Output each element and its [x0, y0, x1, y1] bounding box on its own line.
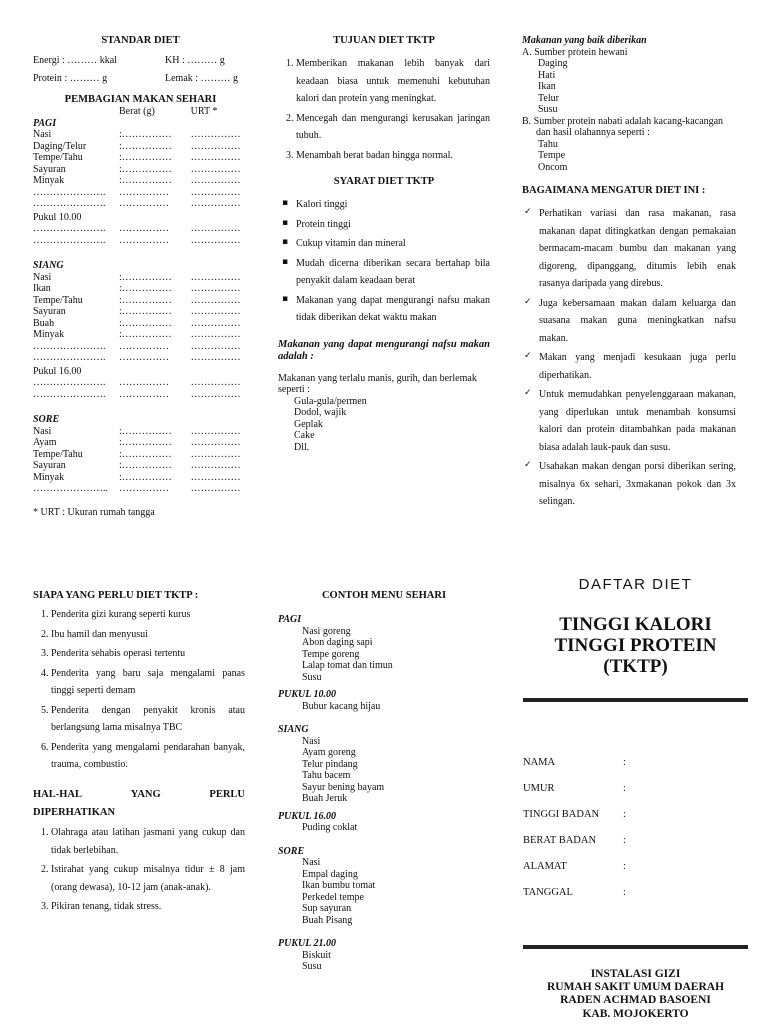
- baik-a-items: [522, 58, 736, 116]
- diet-item-urt: ……………: [190, 437, 241, 449]
- list-item: Abon daging sapi: [302, 637, 373, 649]
- list-item: ▪ Cukup vitamin dan mineral: [296, 235, 490, 253]
- pagi-label: PAGI: [33, 117, 57, 129]
- diet-row: [33, 164, 248, 176]
- diet-item-name: Minyak: [33, 471, 65, 483]
- patient-form: [523, 757, 748, 913]
- pagi-rows: [33, 129, 248, 210]
- lemak-field: Lemak : ……… g: [165, 72, 239, 84]
- tujuan-title: TUJUAN DIET TKTP: [333, 35, 435, 46]
- diet-row: [33, 295, 248, 307]
- nafsu-items: [278, 396, 490, 454]
- diet-item-urt: ……………: [190, 388, 241, 400]
- menu-title: CONTOH MENU SEHARI: [321, 590, 447, 601]
- diet-row: [33, 472, 248, 484]
- hal-title-line2: DIPERHATIKAN: [33, 806, 116, 818]
- diet-row: [33, 352, 248, 364]
- diet-row: [33, 460, 248, 472]
- list-item: Ikan: [538, 81, 556, 92]
- list-item: Dll.: [294, 441, 310, 453]
- list-item: ▪ Mudah dicerna diberikan secara bertahap bila penyakit dalam keadaan berat: [296, 255, 490, 290]
- list-item: Biskuit: [302, 949, 331, 961]
- diet-item-berat: ……………: [119, 198, 169, 210]
- diet-row: [33, 198, 248, 210]
- list-item: Sayur bening bayam: [302, 781, 385, 793]
- menu-p10-items: [278, 701, 490, 713]
- list-item: Oncom: [538, 161, 568, 173]
- menu-p10-label: PUKUL 10.00: [278, 689, 336, 701]
- list-item: 2. Istirahat yang cukup misalnya tidur ± 8 jam (orang dewasa), 10-12 jam (anak-anak).: [51, 861, 245, 896]
- tujuan-list: [278, 55, 490, 164]
- mengatur-title: BAGAIMANA MENGATUR DIET INI :: [522, 185, 706, 196]
- diet-item-berat: :……………: [119, 448, 172, 460]
- hal-title-word-3: PERLU: [209, 788, 245, 800]
- form-colon: :: [623, 783, 626, 795]
- daftar-diet-title: DAFTAR DIET: [578, 576, 693, 593]
- diet-item-name: ………………….: [33, 234, 106, 246]
- diet-item-name: Nasi: [33, 129, 52, 141]
- form-label: ALAMAT: [523, 861, 567, 873]
- list-item: 6. Penderita yang mengalami pendarahan banyak, trauma, combustio.: [51, 739, 245, 774]
- diet-row: [33, 449, 248, 461]
- list-item: Susu: [302, 671, 322, 683]
- diet-row: [33, 129, 248, 141]
- form-label: UMUR: [523, 783, 555, 795]
- diet-row: [33, 377, 248, 389]
- list-item: Ikan bumbu tomat: [302, 880, 376, 892]
- list-item: Telur pindang: [302, 758, 358, 770]
- syarat-title: SYARAT DIET TKTP: [333, 176, 435, 188]
- cover-line-1: TINGGI KALORI: [559, 614, 712, 636]
- list-item: 5. Penderita dengan penyakit kronis atau berlangsung lama misalnya TBC: [51, 702, 245, 737]
- diet-item-berat: :……………: [119, 283, 172, 295]
- diet-item-berat: :……………: [119, 271, 172, 283]
- list-item: Susu: [538, 104, 558, 115]
- diet-row: [33, 235, 248, 247]
- menu-p21-items: [278, 950, 490, 973]
- list-item: Puding coklat: [302, 822, 358, 834]
- urt-note: * URT : Ukuran rumah tangga: [33, 506, 155, 518]
- diet-item-berat: :……………: [119, 175, 172, 187]
- form-label: BERAT BADAN: [523, 835, 597, 847]
- diet-item-urt: ……………: [190, 186, 241, 198]
- list-item: 2. Ibu hamil dan menyusui: [51, 626, 245, 644]
- inst-line-3: RADEN ACHMAD BASOENI: [560, 994, 711, 1007]
- mengatur-list: [522, 205, 736, 511]
- pembagian-title: PEMBAGIAN MAKAN SEHARI: [64, 94, 217, 106]
- standar-diet-section: [33, 35, 248, 518]
- diet-row: [33, 283, 248, 295]
- diet-row: [33, 175, 248, 187]
- diet-item-urt: ……………: [190, 234, 241, 246]
- list-item: Tempe: [538, 150, 566, 161]
- menu-p16-label: PUKUL 16.00: [278, 810, 336, 822]
- pukul16-label: Pukul 16.00: [33, 365, 82, 377]
- cover-line-2: TINGGI PROTEIN: [554, 635, 717, 657]
- header-spacer: [33, 106, 119, 118]
- sore-label: SORE: [33, 414, 60, 426]
- diet-item-berat: ……………: [119, 388, 169, 400]
- list-item: 2. Mencegah dan mengurangi kerusakan jaringan tubuh.: [296, 110, 490, 145]
- diet-item-berat: :……………: [119, 425, 172, 437]
- diet-item-urt: ……………: [190, 471, 241, 483]
- cover-divider-top: [523, 698, 748, 702]
- hal-list: [33, 824, 245, 916]
- menu-pagi-items: [278, 626, 490, 684]
- pukul16-rows: [33, 377, 248, 400]
- diet-item-berat: :……………: [119, 329, 172, 341]
- diet-row: [33, 389, 248, 401]
- col-urt: URT *: [190, 106, 218, 118]
- siapa-list: [33, 606, 245, 774]
- diet-item-urt: ……………: [190, 340, 241, 352]
- list-item: Nasi: [302, 735, 321, 747]
- diet-row: [33, 306, 248, 318]
- protein-field: Protein : ……… g: [33, 72, 108, 84]
- menu-sore-items: [278, 857, 490, 926]
- diet-item-urt: ……………: [190, 294, 241, 306]
- diet-item-name: Tempe/Tahu: [33, 152, 83, 164]
- list-item: ▪ Makanan yang dapat mengurangi nafsu makan tidak diberikan dekat waktu makan: [296, 292, 490, 327]
- diet-row: [33, 318, 248, 330]
- list-item: 3. Penderita sehabis operasi tertentu: [51, 645, 245, 663]
- list-item: Buah Pisang: [302, 914, 353, 926]
- diet-item-name: …………………..: [33, 483, 108, 495]
- col-berat: Berat (g): [119, 106, 155, 118]
- list-item: Tempe goreng: [302, 648, 360, 660]
- inst-line-2: RUMAH SAKIT UMUM DAERAH: [546, 981, 725, 994]
- list-item: ▪ Protein tinggi: [296, 216, 490, 234]
- list-item: Lalap tomat dan timun: [302, 660, 393, 672]
- nafsu-title: Makanan yang dapat mengurangi nafsu makan adalah :: [278, 338, 490, 362]
- list-item: ✓ Usahakan makan dengan porsi diberikan sering, misalnya 6x sehari, 3xmakanan pokok dan 3x selingan.: [539, 458, 736, 511]
- form-label: TINGGI BADAN: [523, 809, 600, 821]
- form-colon: :: [623, 757, 626, 768]
- diet-item-name: Sayuran: [33, 163, 66, 175]
- diet-item-berat: :……………: [119, 306, 172, 318]
- form-colon: :: [623, 861, 626, 873]
- siapa-title: SIAPA YANG PERLU DIET TKTP :: [33, 590, 199, 601]
- form-row: [523, 809, 748, 821]
- diet-item-urt: ……………: [190, 152, 241, 164]
- diet-item-name: Tempe/Tahu: [33, 294, 83, 306]
- list-item: Tahu bacem: [302, 770, 351, 782]
- form-row: [523, 835, 748, 847]
- diet-item-name: ………………….: [33, 186, 106, 198]
- nafsu-intro: Makanan yang terlalu manis, gurih, dan berlemak seperti :: [278, 372, 477, 396]
- diet-row: [33, 272, 248, 284]
- diet-item-urt: ……………: [190, 175, 241, 187]
- diet-item-urt: ……………: [190, 425, 241, 437]
- hal-title-line1: [33, 786, 245, 804]
- form-label: NAMA: [523, 757, 556, 768]
- kh-field: KH : ……… g: [165, 55, 225, 67]
- diet-item-berat: :……………: [119, 140, 172, 152]
- baik-b-items: [522, 139, 736, 174]
- siang-label: SIANG: [33, 260, 64, 272]
- diet-item-name: Buah: [33, 317, 55, 329]
- diet-row: [33, 223, 248, 235]
- diet-item-urt: ……………: [190, 223, 241, 235]
- tujuan-syarat-section: [278, 35, 490, 453]
- form-colon: :: [623, 835, 626, 847]
- diet-item-urt: ……………: [190, 271, 241, 283]
- diet-item-berat: :……………: [119, 294, 172, 306]
- diet-item-urt: ……………: [190, 198, 241, 210]
- diet-item-name: Tempe/Tahu: [33, 448, 83, 460]
- list-item: Bubur kacang hijau: [302, 700, 381, 712]
- form-row: [523, 887, 748, 899]
- list-item: Nasi: [302, 857, 321, 869]
- pukul10-label: Pukul 10.00: [33, 211, 82, 223]
- list-item: ✓ Untuk memudahkan penyelenggaraan makanan, yang diperlukan untuk menambah konsumsi kalori dan protein ditambahkan pada makanan biasa adalah lauk-pauk dan susu.: [539, 386, 736, 456]
- diet-item-berat: ……………: [119, 352, 169, 364]
- diet-row: [33, 483, 248, 495]
- standar-row-1: [33, 55, 248, 67]
- list-item: Empal daging: [302, 868, 358, 880]
- diet-item-urt: ……………: [190, 377, 241, 389]
- diet-item-urt: ……………: [190, 483, 241, 495]
- institution-block: [523, 968, 748, 1021]
- pukul10-rows: [33, 223, 248, 246]
- menu-p16-items: [278, 822, 490, 834]
- diet-item-urt: ……………: [190, 448, 241, 460]
- list-item: 1. Memberikan makanan lebih banyak dari keadaan biasa untuk memenuhi kebutuhan kalori dan protein yang meningkat.: [296, 55, 490, 108]
- hal-title-word-2: YANG: [130, 788, 161, 800]
- list-item: Nasi goreng: [302, 625, 351, 637]
- diet-item-urt: ……………: [190, 163, 241, 175]
- diet-item-urt: ……………: [190, 129, 241, 141]
- list-item: Ayam goreng: [302, 747, 356, 759]
- siang-rows: [33, 272, 248, 364]
- menu-p21-label: PUKUL 21.00: [278, 938, 336, 950]
- syarat-list: [278, 196, 490, 327]
- diet-item-name: ………………….: [33, 377, 106, 389]
- baik-a-label: A. Sumber protein hewani: [522, 46, 628, 58]
- diet-item-berat: ……………: [119, 186, 169, 198]
- list-item: Perkedel tempe: [302, 891, 364, 903]
- baik-title: Makanan yang baik diberikan: [522, 35, 647, 46]
- baik-b-label: B. Sumber protein nabati adalah kacang-kacangan dan hasil olahannya seperti :: [522, 115, 724, 138]
- menu-siang-items: [278, 736, 490, 805]
- diet-item-urt: ……………: [190, 317, 241, 329]
- diet-row: [33, 426, 248, 438]
- diet-item-name: Minyak: [33, 175, 65, 187]
- form-row: [523, 757, 748, 769]
- diet-item-berat: :……………: [119, 129, 172, 141]
- list-item: ✓ Makan yang menjadi kesukaan juga perlu diperhatikan.: [539, 349, 736, 384]
- diet-item-urt: ……………: [190, 283, 241, 295]
- list-item: ✓ Perhatikan variasi dan rasa makanan, rasa makanan dapat ditingkatkan dengan pemakaian bermacam-macam bumbu dan makanan yang digoreng, dipanggang, ditumis lebih enak rasanya daripada yang direbus.: [539, 205, 736, 293]
- hal-title-word-1: HAL-HAL: [33, 788, 83, 800]
- pembagian-header: [33, 106, 248, 118]
- diet-item-name: ………………….: [33, 198, 106, 210]
- list-item: Buah Jeruk: [302, 793, 348, 805]
- form-colon: :: [623, 809, 626, 821]
- list-item: 3. Pikiran tenang, tidak stress.: [51, 898, 245, 916]
- diet-row: [33, 187, 248, 199]
- standar-diet-title: STANDAR DIET: [101, 35, 180, 46]
- diet-row: [33, 141, 248, 153]
- list-item: 3. Menambah berat badan hingga normal.: [296, 147, 490, 165]
- diet-row: [33, 341, 248, 353]
- diet-item-berat: :……………: [119, 471, 172, 483]
- diet-item-berat: :……………: [119, 437, 172, 449]
- diet-row: [33, 437, 248, 449]
- diet-item-berat: :……………: [119, 317, 172, 329]
- menu-pagi-label: PAGI: [278, 614, 302, 626]
- list-item: Cake: [294, 430, 315, 442]
- diet-item-berat: ……………: [119, 340, 169, 352]
- diet-item-name: Sayuran: [33, 460, 66, 472]
- diet-item-urt: ……………: [190, 352, 241, 364]
- list-item: Gula-gula/permen: [294, 395, 367, 407]
- list-item: Hati: [538, 69, 556, 81]
- diet-item-name: Ikan: [33, 283, 51, 295]
- diet-item-urt: ……………: [190, 460, 241, 472]
- form-row: [523, 783, 748, 795]
- diet-item-name: ………………….: [33, 223, 106, 235]
- menu-siang-label: SIANG: [278, 724, 309, 736]
- diet-item-berat: :……………: [119, 460, 172, 472]
- list-item: Geplak: [294, 418, 323, 430]
- cover-section: [523, 576, 748, 678]
- makanan-baik-section: [522, 35, 736, 513]
- sore-rows: [33, 426, 248, 495]
- list-item: 1. Olahraga atau latihan jasmani yang cukup dan tidak berlebihan.: [51, 824, 245, 859]
- cover-line-3: (TKTP): [603, 656, 668, 678]
- list-item: ▪ Kalori tinggi: [296, 196, 490, 214]
- list-item: Telur: [538, 92, 559, 104]
- diet-item-urt: ……………: [190, 306, 241, 318]
- diet-row: [33, 329, 248, 341]
- diet-item-berat: ……………: [119, 223, 169, 235]
- siapa-section: [33, 590, 245, 918]
- diet-row: [33, 152, 248, 164]
- list-item: 1. Penderita gizi kurang seperti kurus: [51, 606, 245, 624]
- list-item: Tahu: [538, 138, 558, 150]
- diet-item-name: Ayam: [33, 437, 57, 449]
- diet-item-urt: ……………: [190, 329, 241, 341]
- diet-item-urt: ……………: [190, 140, 241, 152]
- list-item: Dodol, wajik: [294, 407, 347, 419]
- list-item: Sup sayuran: [302, 903, 352, 915]
- inst-line-1: INSTALASI GIZI: [590, 968, 681, 980]
- form-rows: [523, 757, 748, 899]
- form-label: TANGGAL: [523, 887, 573, 899]
- list-item: 4. Penderita yang baru saja mengalami panas tinggi seperti demam: [51, 665, 245, 700]
- energi-field: Energi : ……… kkal: [33, 55, 117, 67]
- menu-sore-label: SORE: [278, 845, 305, 857]
- diet-item-name: Nasi: [33, 271, 52, 283]
- list-item: Susu: [302, 961, 322, 973]
- diet-item-berat: ……………: [119, 483, 169, 495]
- standar-row-2: [33, 73, 248, 85]
- diet-item-name: ………………….: [33, 340, 106, 352]
- diet-item-berat: ……………: [119, 377, 169, 389]
- diet-item-berat: :……………: [119, 163, 172, 175]
- diet-item-name: Nasi: [33, 425, 52, 437]
- diet-item-name: Sayuran: [33, 306, 66, 318]
- menu-section: [278, 590, 490, 973]
- diet-item-name: Daging/Telur: [33, 140, 87, 152]
- list-item: Daging: [538, 58, 568, 69]
- diet-item-berat: ……………: [119, 234, 169, 246]
- form-row: [523, 861, 748, 873]
- cover-divider-bottom: [523, 945, 748, 949]
- diet-item-berat: :……………: [119, 152, 172, 164]
- inst-line-4: KAB. MOJOKERTO: [582, 1007, 689, 1020]
- diet-item-name: ………………….: [33, 352, 106, 364]
- form-colon: :: [623, 887, 626, 899]
- diet-item-name: ………………….: [33, 388, 106, 400]
- diet-item-name: Minyak: [33, 329, 65, 341]
- list-item: ✓ Juga kebersamaan makan dalam keluarga dan suasana makan guna meningkatkan nafsu makan.: [539, 295, 736, 348]
